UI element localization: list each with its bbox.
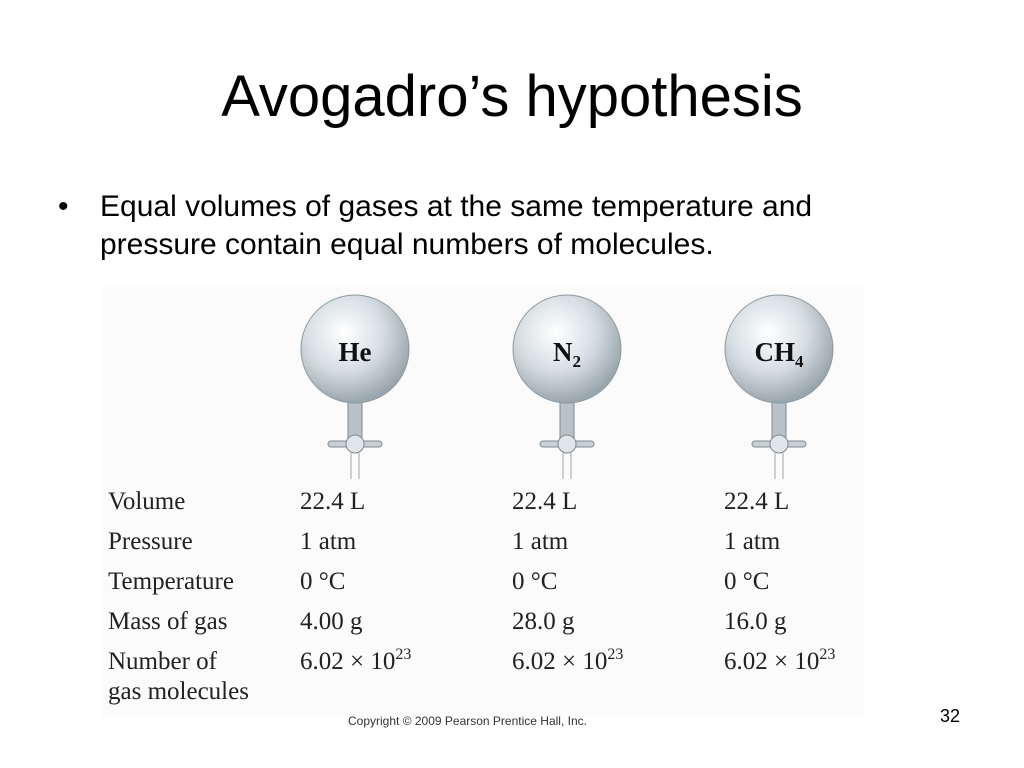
table-cell-mass: 4.00 g xyxy=(300,608,363,635)
gas-label: $CH_4$ xyxy=(754,337,804,371)
table-cell-number: $6.02 \times 10^{23}$ xyxy=(724,646,836,675)
bullet-text: Equal volumes of gases at the same temperature and pressure contain equal numbers of molecules. xyxy=(100,190,813,261)
gas-properties-table xyxy=(102,487,864,707)
table-cell-number: $6.02 \times 10^{23}$ xyxy=(300,646,412,675)
avogadro-figure xyxy=(102,287,864,728)
table-cell-temperature: 0 °C xyxy=(724,568,770,595)
bullet-marker: • xyxy=(58,190,69,223)
table-cell-mass: 28.0 g xyxy=(512,608,575,635)
gas-flask-he xyxy=(300,293,430,479)
row-label-volume: Volume xyxy=(108,488,186,515)
table-cell-volume: 22.4 L xyxy=(512,488,578,515)
row-label-pressure: Pressure xyxy=(108,528,193,555)
table-cell-pressure: 1 atm xyxy=(300,528,357,555)
gas-flask-ch4 xyxy=(724,293,854,479)
row-label-temperature: Temperature xyxy=(108,568,234,595)
row-label-molecules: gas molecules xyxy=(108,678,249,705)
gas-flask-n2 xyxy=(512,293,642,479)
page-number: 32 xyxy=(940,706,961,726)
flask-icon xyxy=(512,293,642,479)
gas-label: $N_2$ xyxy=(553,337,581,371)
table-cell-temperature: 0 °C xyxy=(300,568,346,595)
table-cell-temperature: 0 °C xyxy=(512,568,558,595)
table-cell-volume: 22.4 L xyxy=(300,488,366,515)
table-cell-mass: 16.0 g xyxy=(724,608,787,635)
copyright-notice: Copyright © 2009 Pearson Prentice Hall, Inc. xyxy=(348,714,587,728)
flask-icon xyxy=(724,293,854,479)
table-cell-volume: 22.4 L xyxy=(724,488,790,515)
gas-label: He xyxy=(338,337,372,367)
row-label-number: Number of xyxy=(108,648,217,675)
table-cell-pressure: 1 atm xyxy=(724,528,781,555)
flask-icon xyxy=(300,293,430,479)
slide-title: Avogadro’s hypothesis xyxy=(221,64,803,129)
table-cell-pressure: 1 atm xyxy=(512,528,569,555)
row-label-mass: Mass of gas xyxy=(108,608,228,635)
table-cell-number: $6.02 \times 10^{23}$ xyxy=(512,646,624,675)
